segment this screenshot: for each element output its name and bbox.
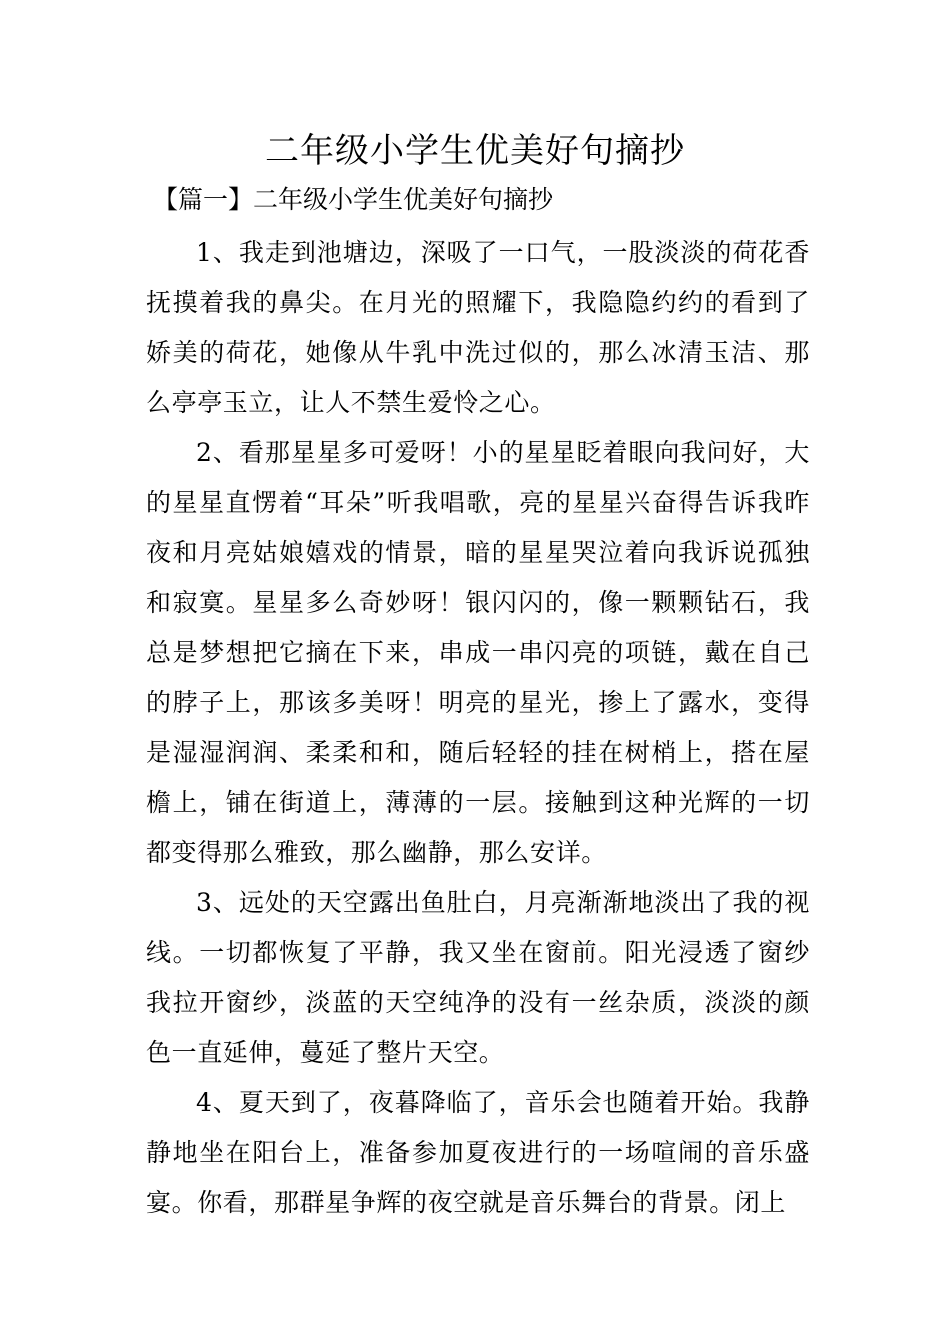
paragraph-4: 4、夏天到了，夜暮降临了，音乐会也随着开始。我静静地坐在阳台上，准备参加夏夜进行的一场喧闹的音乐盛宴。你看，那群星争辉的夜空就是音乐舞台的背景。闭上 [146,1088,810,1217]
paragraph-2: 2、看那星星多可爱呀！小的星星眨着眼向我问好，大的星星直愣着“耳朵”听我唱歌，亮的星星兴奋得告诉我昨夜和月亮姑娘嬉戏的情景，暗的星星哭泣着向我诉说孤独和寂寞。星星多么奇妙呀！银闪闪的，像一颗颗钻石，我总是梦想把它摘在下来，串成一串闪亮的项链，戴在自己的脖子上，那该多美呀！明亮的星光，掺上了露水，变得是湿湿润润、柔柔和和，随后轻轻的挂在树梢上，搭在屋檐上，铺在街道上，薄薄的一层。接触到这种光辉的一切都变得那么雅致，那么幽静，那么安详。 [146,438,810,867]
section-heading: 【篇一】二年级小学生优美好句摘抄 [153,185,554,214]
document-title: 二年级小学生优美好句摘抄 [265,131,685,171]
document-body [146,228,810,1228]
paragraph-3: 3、远处的天空露出鱼肚白，月亮渐渐地淡出了我的视线。一切都恢复了平静，我又坐在窗前。阳光浸透了窗纱我拉开窗纱，淡蓝的天空纯净的没有一丝杂质，淡淡的颜色一直延伸，蔓延了整片天空。 [146,888,810,1067]
paragraph-1: 1、我走到池塘边，深吸了一口气，一股淡淡的荷花香抚摸着我的鼻尖。在月光的照耀下，我隐隐约约的看到了娇美的荷花，她像从牛乳中洗过似的，那么冰清玉洁、那么亭亭玉立，让人不禁生爱怜之心。 [146,238,810,417]
